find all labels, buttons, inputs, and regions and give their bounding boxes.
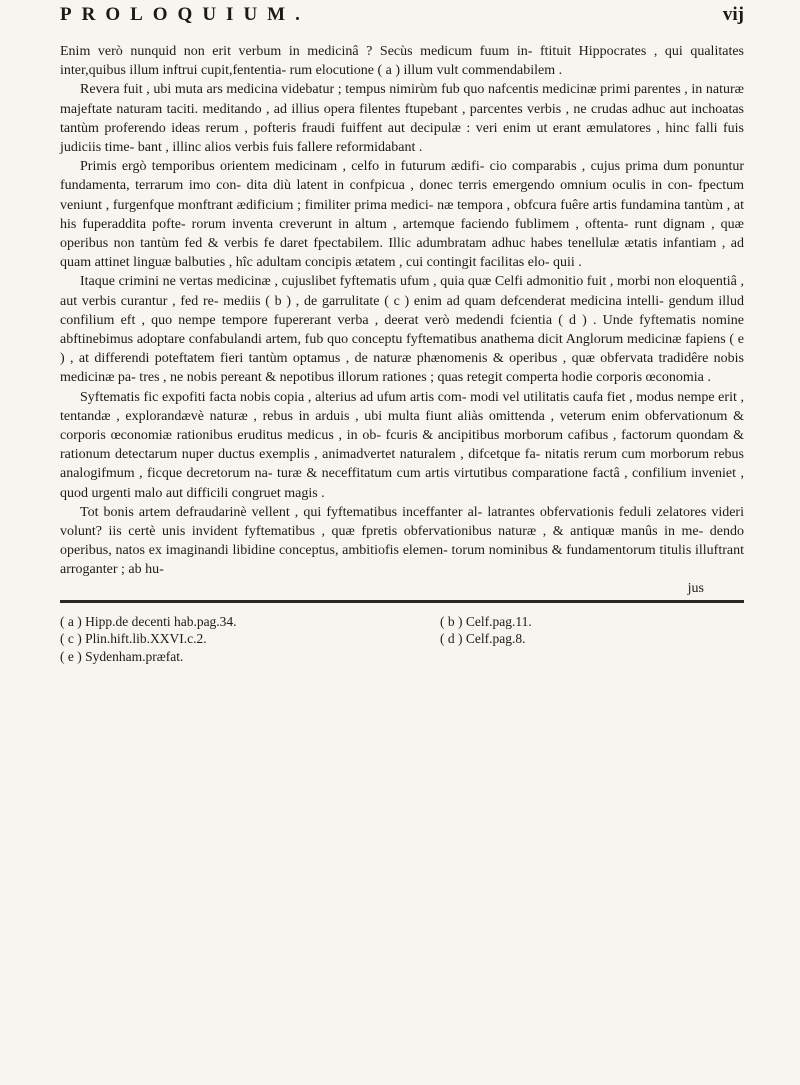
- paragraph: Enim verò nunquid non erit verbum in medicinâ ? Secùs medicum fuum in- ftituit Hippocrates , qui qualitates inter,quibus illum inftrui cupit,fententia- rum elocutione ( a ) illum vult commendabilem .: [60, 44, 744, 79]
- paragraph: Syftematis fic expofiti facta nobis copia , alterius ad ufum artis com- modi vel utilitatis caufa fiet , modus nempe erit , tentandæ , explorandævè naturæ , rebus in arduis , ubi multa fiunt aliàs omittenda , veterum enim obfervationum & corporis œconomiæ rationibus eruditus medicus , in ob- fcuris & ancipitibus morborum cafibus , factorum quondam & rationum detectarum nuper ductus exemplis , animadvertet naturalem , difcetque fa- nitatis rerum cum morborum rebus analogifmum , ficque decretorum na- turæ & neceffitatum cum artis virtutibus comparatione factâ , confilium inveniet , quod urgenti malo aut difficili congruet magis .: [60, 389, 744, 501]
- footnote: ( d ) Celf.pag.8.: [440, 631, 526, 647]
- paragraph: Itaque crimini ne vertas medicinæ , cujuslibet fyftematis ufum , quia quæ Celfi admonitio fuit , morbi non eloquentiâ , aut verbis curantur , fed re- mediis ( b ) , de garrulitate ( c ) enim ad quam defcenderat medicina intelli- gendum illud confilium eft , quo nempe tempore fupererant verba , deerat verò medendi fcientia ( d ) . Unde fyftematis nomine abftinebimus adoptare confabulandi artem, fub quo conceptu fyftematibus anathema dicit Anglorum medicinæ fapiens ( e ) , at differendi poteftatem fieri tantùm optamus , de naturæ phænomenis & operibus , quæ obfervata tradidêre nobis medicinæ pa- tres , ne nobis pereant & nepotibus illorum rationes ; quas retegit comperta hodie corporis œconomia .: [60, 274, 744, 386]
- paragraph: Tot bonis artem defraudarinè vellent , qui fyftematibus inceffanter al- latrantes obfervationis feduli zelatores videri volunt? iis certè unis invident fyftematibus , quæ fpretis obfervationibus naturæ , & antiquæ manûs in me- dendo operibus, natos ex imaginandi libidine conceptus, ambitiofis elemen- torum nominibus & fundamentorum titulis illuftrant arroganter ; ab hu-: [60, 504, 744, 578]
- page-number: vij: [722, 4, 744, 25]
- running-title: PROLOQUIUM.: [60, 4, 310, 25]
- paragraph: Primis ergò temporibus orientem medicinam , celfo in futurum ædifi- cio comparabis , cujus prima dum ponuntur fundamenta, terrarum imo con- dita diù latent in confpicua , donec terris emergendo omnium oculis in con- fpectum veniunt , furgenfque monftrant ædificium ; fimiliter prima medici- næ tempora , obfcura fuêre artis fundamina tantùm , at his fuperaddita pofte- rorum inventa creverunt in altum , artemque faciendo fublimem , oftenta- runt dignam , quæ operibus non tantùm fed & verbis fe daret fpectabilem. Illic adumbratam adhuc habes tenellulæ ætatis infantiam , ad quam attinet linguæ balbuties , hîc adultam concipis ætatem , cui contingit facilitas elo- quii .: [60, 159, 744, 271]
- footnote: ( b ) Celf.pag.11.: [440, 613, 532, 629]
- catchword-line: [60, 580, 744, 598]
- footnote: ( a ) Hipp.de decenti hab.pag.34.: [60, 613, 237, 629]
- footnote: ( e ) Sydenham.præfat.: [60, 648, 184, 664]
- paragraph: Revera fuit , ubi muta ars medicina videbatur ; tempus nimirùm fub quo nafcentis medicinæ primi parentes , in naturæ majeftate naturam taciti. meditando , ad illius opera filentes ftupebant , parcentes verbis , ne crudas adhuc aut inchoatas tantùm proferendo ideas rerum , pofteris fraudi fuiffent aut decipulæ : veri enim ut erant æmulatores , hinc falli fuis judiciis time- bant , illinc alios verbis fuis fallere reformidabant .: [60, 82, 744, 156]
- footnotes: [60, 613, 744, 666]
- footnote-divider: [60, 600, 744, 603]
- running-header: [60, 0, 744, 42]
- footnote: ( c ) Plin.hift.lib.XXVI.c.2.: [60, 631, 207, 647]
- main-text: [60, 42, 744, 580]
- catchword: jus: [687, 580, 704, 596]
